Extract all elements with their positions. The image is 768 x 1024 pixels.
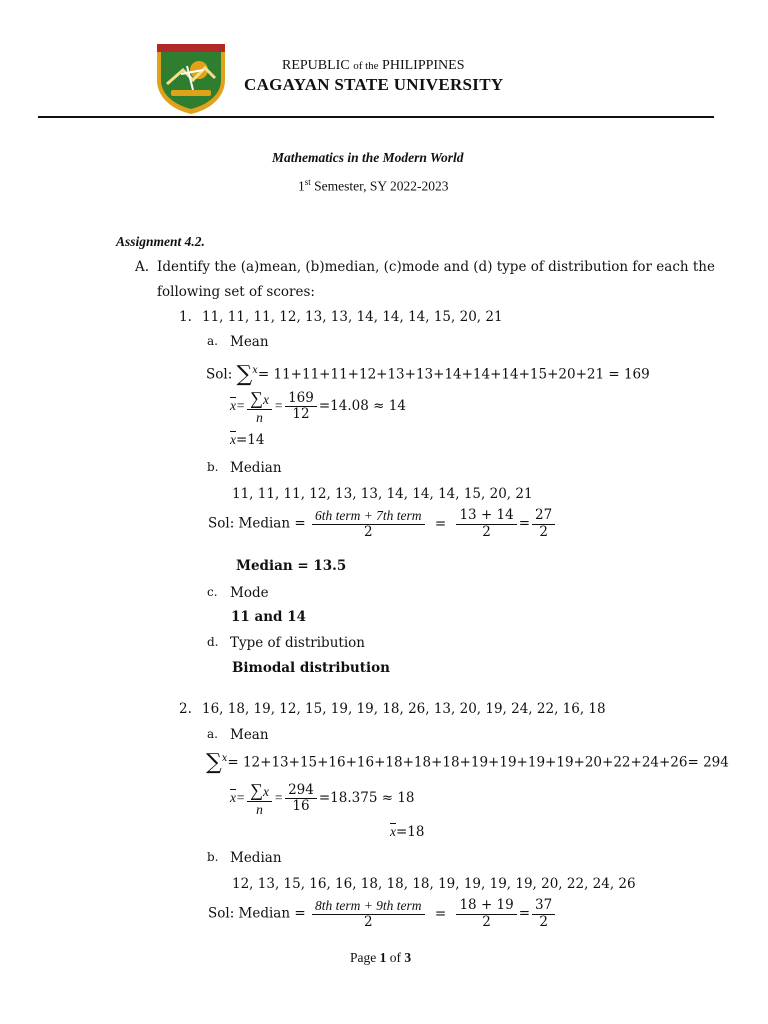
problem2-scores: 16, 18, 19, 12, 15, 19, 19, 18, 26, 13, 20, 19, 24, 22, 16, 18 xyxy=(202,701,606,717)
p1-xbar-fraction: $\frac{169}{12}$ xyxy=(285,391,317,423)
semester-text: Semester, SY 2022-2023 xyxy=(310,178,449,194)
sum-over-n-fraction: $\frac{\sum x}{n}$ xyxy=(247,780,272,817)
p2-median-sol: Sol: Median = $\frac{\text{8th term + 9th term}}{2}$ = $\frac{18 + 19}{2}$ = $\frac{37}{2}$ xyxy=(208,898,557,930)
problem2-number: 2. xyxy=(179,701,192,717)
p2-mean-label: Mean xyxy=(230,727,269,743)
page-total: 3 xyxy=(404,950,412,965)
semester-number: 1 xyxy=(298,178,305,194)
sum-over-n-fraction: $\frac{\sum x}{n}$ xyxy=(247,388,272,425)
p1-median-scores: 11, 11, 11, 12, 13, 13, 14, 14, 14, 15, 20, 21 xyxy=(232,486,533,502)
p1-median-label: Median xyxy=(230,460,282,476)
instruction-line-1: Identify the (a)mean, (b)median, (c)mode and (d) type of distribution for each the xyxy=(157,259,715,275)
page-indicator xyxy=(350,950,411,966)
sigma-icon: ∑ xyxy=(236,362,253,387)
p1-sum-expr: = 11+11+11+12+13+13+14+14+14+15+20+21 = 169 xyxy=(257,366,650,383)
p2-xbar-fraction: $\frac{294}{16}$ xyxy=(285,783,317,815)
p1-median-result-fraction: $\frac{27}{2}$ xyxy=(532,508,555,540)
p2-xbar-final-value: =18 xyxy=(396,824,425,840)
republic-line xyxy=(282,58,465,74)
p1-dist-answer: Bimodal distribution xyxy=(232,660,390,676)
university-name: CAGAYAN STATE UNIVERSITY xyxy=(244,75,504,94)
problem1-scores: 11, 11, 11, 12, 13, 13, 14, 14, 14, 15, 20, 21 xyxy=(202,309,503,325)
p2-xbar-result: =18.375 ≈ 18 xyxy=(318,790,415,807)
p1-mode-letter: c. xyxy=(207,585,218,599)
p2-sum-line: ∑$^x$= 12+13+15+16+16+18+18+18+19+19+19+19+20+22+24+26= 294 xyxy=(206,750,729,775)
p1-sol-label: Sol: xyxy=(206,366,233,383)
republic-of: of the xyxy=(353,60,379,72)
p2-median-label: Median xyxy=(230,850,282,866)
p1-xbar-result: =14.08 ≈ 14 xyxy=(318,398,406,415)
p2-median-result-fraction: $\frac{37}{2}$ xyxy=(532,898,555,930)
page-number: 1 xyxy=(379,950,387,965)
p1-dist-letter: d. xyxy=(207,635,219,649)
p1-median-sol-label: Sol: Median = xyxy=(208,515,306,532)
p2-median-scores: 12, 13, 15, 16, 16, 18, 18, 18, 19, 19, 19, 19, 20, 22, 24, 26 xyxy=(232,876,636,892)
instruction-line-2: following set of scores: xyxy=(157,284,315,300)
page-of: of xyxy=(386,950,405,965)
university-seal-icon xyxy=(153,40,229,116)
p2-median-term-fraction: $\frac{\text{8th term + 9th term}}{2}$ xyxy=(312,898,425,930)
p2-xbar-final: $\overline{x}=18$ xyxy=(390,824,425,840)
p1-mode-answer: 11 and 14 xyxy=(231,609,306,625)
sigma-icon: ∑ xyxy=(206,750,222,775)
p1-xbar-final-value: =14 xyxy=(236,432,265,448)
p2-sum-expr: = 12+13+15+16+16+18+18+18+19+19+19+19+20+22+24+26= 294 xyxy=(227,754,729,771)
header-rule xyxy=(38,116,714,118)
p1-xbar-final: $\overline{x}=14$ xyxy=(230,432,265,448)
p2-median-sum-fraction: $\frac{18 + 19}{2}$ xyxy=(456,898,516,930)
xbar-symbol: $\overline{x}$ xyxy=(230,790,236,806)
p1-median-answer: Median = 13.5 xyxy=(236,558,347,574)
course-title: Mathematics in the Modern World xyxy=(272,150,464,165)
semester-suffix: st xyxy=(304,177,311,187)
semester-line xyxy=(298,177,448,195)
p1-median-sum-fraction: $\frac{13 + 14}{2}$ xyxy=(456,508,516,540)
p2-median-letter: b. xyxy=(207,850,219,864)
problem1-number: 1. xyxy=(179,309,192,325)
p1-mean-label: Mean xyxy=(230,334,269,350)
philippines-word: PHILIPPINES xyxy=(382,58,465,73)
p2-xbar-line: $\overline{x}=$ $\frac{\sum x}{n}$ = $\frac{294}{16}$ =18.375 ≈ 18 xyxy=(230,780,415,817)
p2-mean-letter: a. xyxy=(207,727,218,741)
assignment-title: Assignment 4.2. xyxy=(116,234,205,249)
p1-mode-label: Mode xyxy=(230,585,269,601)
section-letter: A. xyxy=(135,259,150,275)
p1-xbar-line: $\overline{x}=$ $\frac{\sum x}{n}$ = $\frac{169}{12}$ =14.08 ≈ 14 xyxy=(230,388,406,425)
p1-sum-line: Sol: ∑$^x$= 11+11+11+12+13+13+14+14+14+15+20+21 = 169 xyxy=(206,362,650,387)
p2-median-sol-label: Sol: Median = xyxy=(208,905,306,922)
xbar-symbol: $\overline{x}$ xyxy=(230,398,236,414)
p1-median-letter: b. xyxy=(207,460,219,474)
p1-dist-label: Type of distribution xyxy=(230,635,365,651)
p1-median-term-fraction: $\frac{\text{6th term + 7th term}}{2}$ xyxy=(312,508,425,540)
p1-median-sol: Sol: Median = $\frac{\text{6th term + 7th term}}{2}$ = $\frac{13 + 14}{2}$ = $\frac{27}{2}$ xyxy=(208,508,557,540)
page-prefix: Page xyxy=(350,950,380,965)
p1-mean-letter: a. xyxy=(207,334,218,348)
republic-word: REPUBLIC xyxy=(282,58,350,73)
